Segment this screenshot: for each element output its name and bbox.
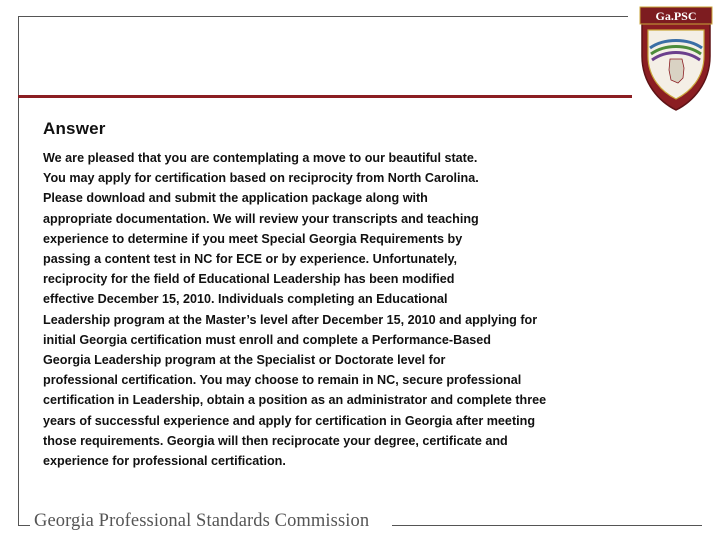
answer-line: certification in Leadership, obtain a position as an administrator and complete three bbox=[43, 393, 547, 408]
frame-left-line bbox=[18, 16, 19, 526]
answer-heading: Answer bbox=[43, 119, 106, 138]
answer-line: those requirements. Georgia will then reciprocate your degree, certificate and bbox=[43, 433, 508, 448]
seal-label: Ga.PSC bbox=[655, 9, 697, 23]
seal-georgia-map-icon bbox=[669, 59, 684, 83]
frame-bottom-line-left bbox=[18, 525, 30, 526]
answer-line: Leadership program at the Master’s level after December 15, 2010 and applying for bbox=[43, 312, 538, 327]
answer-line: professional certification. You may choose to remain in NC, secure professional bbox=[43, 373, 522, 388]
answer-line: We are pleased that you are contemplating a move to our beautiful state. bbox=[43, 151, 478, 165]
answer-line: effective December 15, 2010. Individuals completing an Educational bbox=[43, 292, 448, 307]
answer-line: reciprocity for the field of Educational Leadership has been modified bbox=[43, 272, 455, 287]
answer-line: years of successful experience and apply for certification in Georgia after meeting bbox=[43, 413, 536, 428]
answer-line: initial Georgia certification must enroll and complete a Performance-Based bbox=[43, 332, 491, 347]
answer-line: You may apply for certification based on reciprocity from North Carolina. bbox=[43, 171, 479, 186]
frame-top-line bbox=[18, 16, 628, 17]
answer-body bbox=[43, 148, 643, 471]
answer-line: Georgia Leadership program at the Specialist or Doctorate level for bbox=[43, 353, 446, 368]
answer-line: passing a content test in NC for ECE or by experience. Unfortunately, bbox=[43, 252, 458, 267]
answer-line: experience to determine if you meet Special Georgia Requirements by bbox=[43, 231, 463, 246]
gapsc-seal-logo bbox=[636, 4, 716, 114]
answer-line: experience for professional certification. bbox=[43, 454, 286, 469]
title-divider-rule bbox=[18, 95, 632, 98]
answer-line: Please download and submit the application package along with bbox=[43, 191, 428, 206]
footer-commission-name: Georgia Professional Standards Commission bbox=[34, 511, 370, 531]
answer-line: appropriate documentation. We will review your transcripts and teaching bbox=[43, 211, 479, 226]
frame-bottom-line-right bbox=[392, 525, 702, 526]
